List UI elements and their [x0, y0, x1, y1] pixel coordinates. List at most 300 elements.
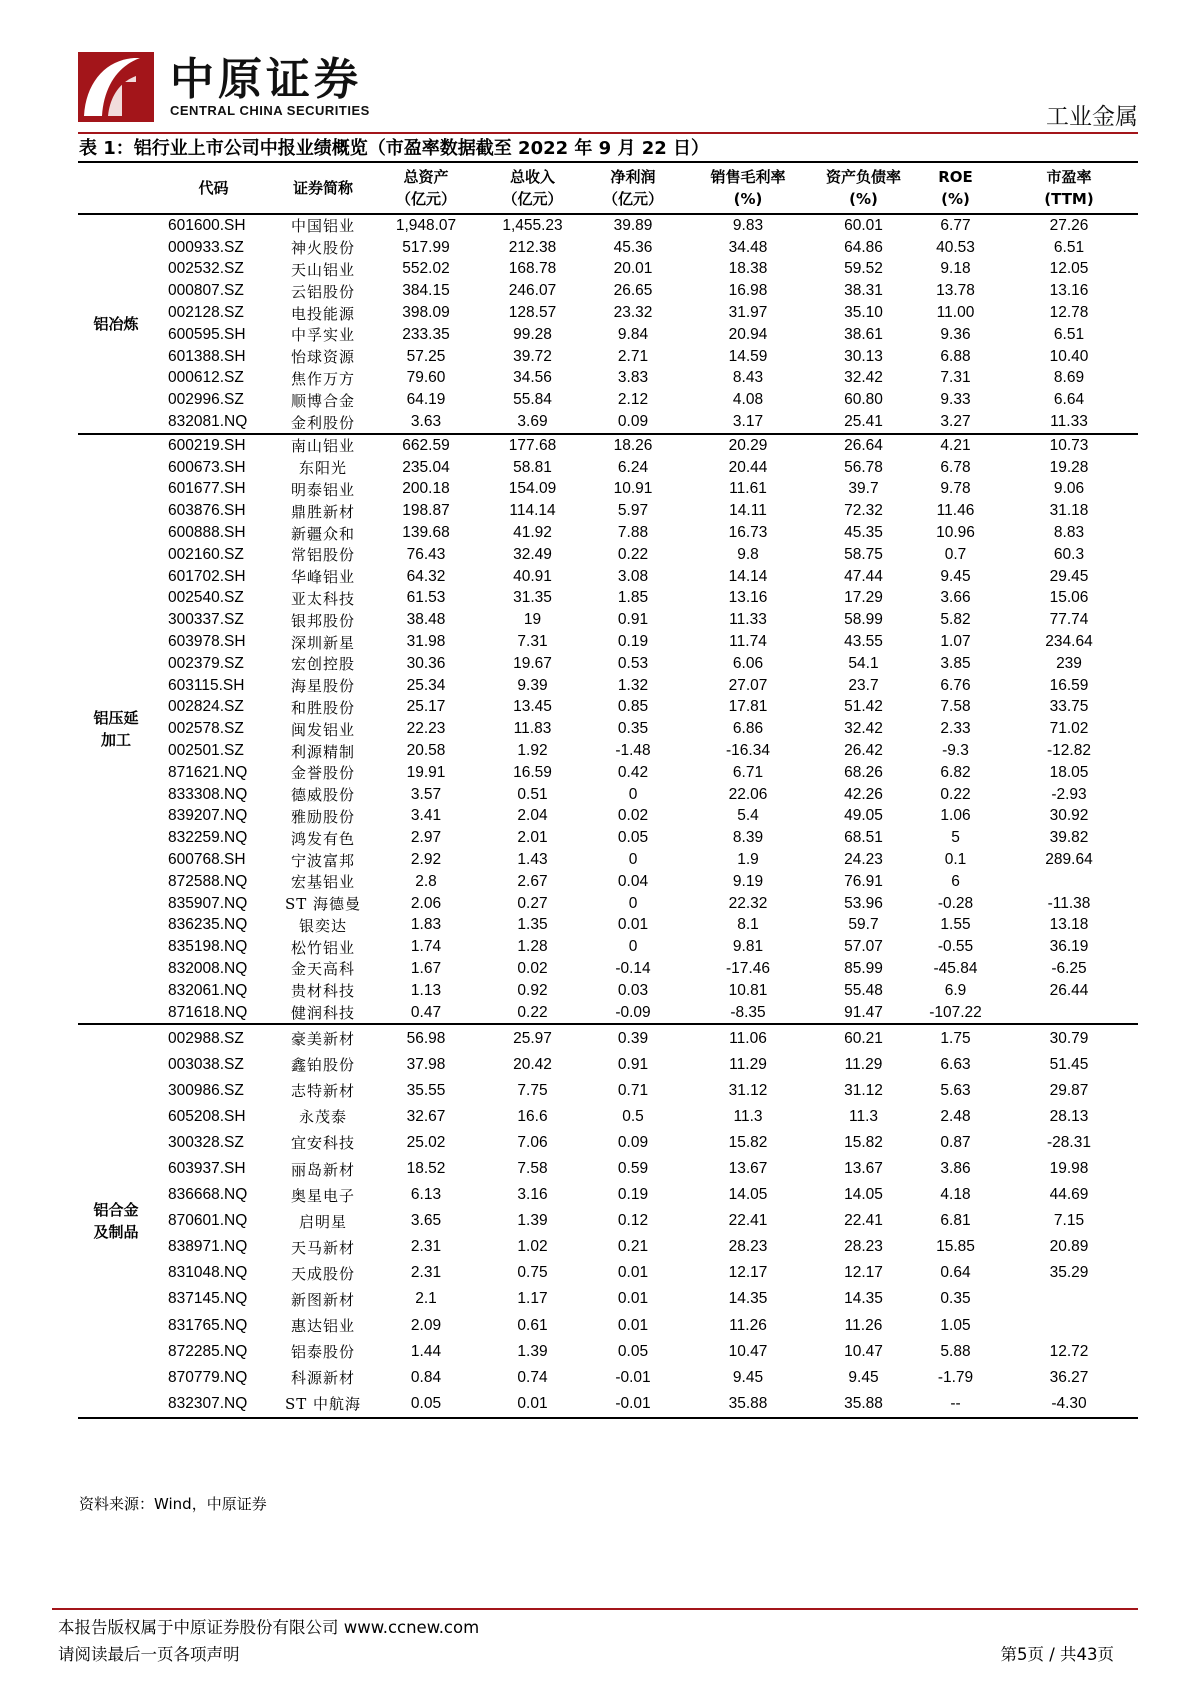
- table-row: [78, 1339, 1138, 1365]
- table-cell: 59.52: [844, 260, 883, 278]
- stock-name: 鸿发有色: [290, 829, 355, 848]
- table-cell: 11.74: [729, 633, 767, 651]
- table-cell: 9.81: [732, 938, 764, 956]
- table-cell: 2.71: [617, 347, 649, 365]
- table-cell: -45.84: [933, 959, 978, 977]
- table-row: [78, 1052, 1138, 1078]
- table-cell: 11.33: [729, 611, 767, 629]
- table-cell: 35.88: [844, 1394, 883, 1412]
- table-cell: 1.55: [940, 916, 971, 934]
- table-cell: 17.81: [728, 698, 768, 716]
- table-cell: 55.84: [513, 391, 552, 409]
- table-cell: [1000, 1313, 1138, 1339]
- source-note: 资料来源：Wind，中原证券: [79, 1495, 267, 1513]
- stock-code: 600673.SH: [168, 458, 246, 476]
- table-cell: --: [950, 1394, 961, 1412]
- table-cell: 0.53: [617, 654, 649, 672]
- table-cell: 7.58: [940, 698, 971, 716]
- table-cell: 38.31: [844, 282, 883, 300]
- table-cell: -0.14: [615, 959, 651, 977]
- table-cell: 9.45: [732, 1368, 764, 1386]
- footer-divider: [52, 1608, 1138, 1610]
- table-cell: 2.1: [415, 1290, 437, 1308]
- table-cell: 7.88: [617, 524, 649, 542]
- column-header-unit: (%): [849, 190, 878, 208]
- table-cell: 1,948.07: [395, 216, 457, 234]
- column-header-label: 销售毛利率: [710, 168, 786, 186]
- table-cell: 8.39: [732, 829, 764, 847]
- table-cell: 49.05: [844, 807, 883, 825]
- table-cell: 6.63: [940, 1055, 971, 1073]
- stock-name: 松竹铝业: [290, 938, 355, 957]
- table-cell: 61.53: [406, 589, 446, 607]
- table-cell: 0.12: [617, 1212, 649, 1230]
- table-group: [78, 434, 1138, 1025]
- stock-code: 836668.NQ: [168, 1186, 248, 1204]
- stock-code: 002532.SZ: [168, 260, 244, 278]
- table-row: [78, 259, 1138, 281]
- stock-code: 871618.NQ: [168, 1003, 248, 1021]
- table-cell: 6.51: [1053, 238, 1085, 256]
- table-row: [78, 237, 1138, 259]
- stock-name: 怡球资源: [290, 348, 355, 367]
- table-cell: 20.01: [613, 260, 653, 278]
- table-cell: -1.48: [615, 742, 651, 760]
- table-cell: 0.92: [517, 981, 548, 999]
- table-cell: 552.02: [402, 260, 450, 278]
- stock-code: 837145.NQ: [168, 1290, 248, 1308]
- table-cell: 29.45: [1049, 567, 1089, 585]
- table-row: [78, 389, 1138, 411]
- stock-code: 300337.SZ: [168, 611, 244, 629]
- stock-name: 金利股份: [290, 413, 355, 432]
- table-cell: 1.75: [940, 1029, 971, 1047]
- table-cell: 22.32: [728, 894, 768, 912]
- stock-code: 839207.NQ: [168, 807, 248, 825]
- stock-name: 宜安科技: [290, 1134, 355, 1153]
- stock-name: 启明星: [298, 1212, 347, 1231]
- table-cell: 30.13: [844, 347, 883, 365]
- table-cell: 2.8: [415, 872, 437, 890]
- table-cell: 36.19: [1049, 938, 1089, 956]
- table-cell: 0.74: [517, 1368, 548, 1386]
- table-cell: 32.42: [844, 369, 883, 387]
- stock-code: 872588.NQ: [168, 872, 248, 890]
- table-cell: 6.78: [940, 458, 971, 476]
- stock-code: 600768.SH: [168, 851, 246, 868]
- table-cell: 0.21: [617, 1238, 649, 1256]
- table-cell: 1.13: [410, 981, 442, 999]
- table-cell: 31.97: [728, 304, 768, 322]
- stock-code: 003038.SZ: [168, 1055, 244, 1073]
- table-cell: 6.82: [940, 763, 971, 781]
- table-cell: 11.29: [844, 1055, 883, 1073]
- stock-code: 600595.SH: [168, 325, 246, 343]
- stock-code: 871621.NQ: [168, 763, 248, 781]
- column-header: [273, 162, 373, 214]
- table-cell: 0.39: [617, 1029, 649, 1047]
- table-cell: 14.14: [728, 567, 768, 585]
- table-cell: 9.36: [940, 325, 971, 343]
- table-cell: 10.73: [1049, 436, 1089, 454]
- stock-code: 601677.SH: [168, 480, 246, 498]
- table-cell: 57.25: [406, 347, 446, 365]
- table-cell: 9.18: [940, 260, 971, 278]
- stock-name: 健润科技: [290, 1004, 355, 1023]
- table-cell: 6.76: [940, 676, 971, 694]
- table-cell: 31.12: [844, 1081, 883, 1099]
- table-row: [78, 1286, 1138, 1312]
- table-cell: 1.39: [517, 1212, 548, 1230]
- table-row: [78, 1024, 1138, 1051]
- results-table-wrapper: [78, 161, 1138, 1419]
- table-cell: 24.23: [844, 851, 883, 868]
- table-cell: 7.75: [517, 1081, 548, 1099]
- table-cell: 1.07: [940, 633, 971, 651]
- table-cell: 5.4: [737, 807, 759, 825]
- table-cell: -17.46: [726, 959, 770, 977]
- table-cell: 0.51: [517, 785, 548, 803]
- stock-name: 天马新材: [290, 1238, 355, 1257]
- table-cell: 0.09: [617, 1133, 649, 1151]
- table-cell: 9.06: [1053, 480, 1085, 498]
- stock-code: 002160.SZ: [168, 545, 244, 563]
- table-cell: 0.19: [617, 1186, 649, 1204]
- table-cell: 29.87: [1049, 1081, 1089, 1099]
- section-label: 工业金属: [1046, 104, 1138, 130]
- table-cell: 177.68: [508, 436, 557, 454]
- stock-code: 832259.NQ: [168, 829, 248, 847]
- table-cell: 200.18: [402, 480, 450, 498]
- company-logo-text: 中原证券: [170, 54, 362, 105]
- table-cell: -8.35: [730, 1003, 766, 1021]
- table-cell: 26.64: [844, 436, 883, 454]
- table-cell: 12.05: [1049, 260, 1089, 278]
- table-cell: 31.18: [1049, 502, 1089, 520]
- table-cell: 58.99: [844, 611, 883, 629]
- table-cell: 13.16: [1049, 282, 1089, 300]
- table-cell: 51.42: [844, 698, 883, 716]
- table-cell: 2.12: [617, 391, 649, 409]
- table-cell: -2.93: [1051, 785, 1087, 803]
- table-row: [78, 1130, 1138, 1156]
- table-row: [78, 893, 1138, 915]
- table-cell: 6.64: [1053, 391, 1085, 409]
- table-cell: 662.59: [402, 436, 450, 454]
- stock-name: 和胜股份: [290, 698, 355, 717]
- table-cell: 0.01: [617, 1290, 649, 1308]
- table-cell: 9.39: [517, 676, 548, 694]
- table-cell: 2.48: [940, 1107, 971, 1125]
- column-header-unit: （亿元）: [602, 190, 663, 208]
- table-cell: -28.31: [1047, 1133, 1091, 1151]
- table-cell: 3.85: [940, 654, 971, 672]
- stock-code: 603978.SH: [168, 633, 246, 651]
- disclaimer-notice: 请阅读最后一页各项声明: [58, 1645, 240, 1664]
- stock-code: 870601.NQ: [168, 1212, 248, 1230]
- table-cell: 2.04: [517, 807, 548, 825]
- table-row: [78, 1182, 1138, 1208]
- table-cell: 25.34: [406, 676, 446, 694]
- table-cell: 6.71: [732, 763, 764, 781]
- table-cell: 9.45: [940, 567, 971, 585]
- table-cell: 31.35: [513, 589, 552, 607]
- table-cell: 0.75: [517, 1264, 548, 1282]
- stock-name: 天成股份: [290, 1264, 355, 1283]
- stock-code: 833308.NQ: [168, 785, 248, 803]
- table-cell: 85.99: [844, 959, 883, 977]
- table-group: [78, 1024, 1138, 1417]
- table-cell: 517.99: [402, 238, 450, 256]
- table-cell: 15.82: [844, 1133, 883, 1151]
- company-logo-icon: [78, 52, 154, 122]
- table-cell: 0: [628, 785, 638, 803]
- table-cell: 0.91: [617, 611, 649, 629]
- table-cell: 6.86: [732, 720, 764, 738]
- table-cell: 9.45: [848, 1368, 879, 1386]
- stock-name: 鑫铂股份: [290, 1056, 355, 1075]
- stock-name: ST 中航海: [284, 1395, 362, 1414]
- table-row: [78, 827, 1138, 849]
- table-cell: 7.31: [517, 633, 548, 651]
- table-row: [78, 675, 1138, 697]
- table-cell: 0.05: [617, 829, 649, 847]
- table-cell: 60.3: [1053, 545, 1085, 563]
- table-cell: 0.35: [940, 1290, 971, 1308]
- table-cell: 64.32: [406, 567, 446, 585]
- table-cell: 233.35: [402, 325, 450, 343]
- stock-code: 000933.SZ: [168, 238, 244, 256]
- table-cell: 3.63: [410, 413, 442, 431]
- table-cell: 10.91: [613, 480, 653, 498]
- table-cell: 27.07: [728, 676, 768, 694]
- table-row: [78, 1002, 1138, 1025]
- column-header: [911, 162, 1000, 214]
- table-cell: 4.21: [940, 436, 971, 454]
- stock-name: 鼎胜新材: [290, 502, 355, 521]
- column-header: [479, 162, 586, 214]
- table-cell: 0: [628, 894, 638, 912]
- table-cell: 0.01: [517, 1394, 548, 1412]
- table-cell: 56.98: [406, 1029, 446, 1047]
- table-cell: -107.22: [929, 1003, 982, 1021]
- table-cell: 0: [628, 851, 638, 868]
- table-cell: 0.7: [944, 545, 967, 563]
- table-cell: 5.97: [617, 502, 649, 520]
- table-cell: 168.78: [508, 260, 557, 278]
- stock-code: 838971.NQ: [168, 1238, 248, 1256]
- table-cell: 76.91: [844, 872, 883, 890]
- page-header: [0, 0, 1190, 140]
- table-cell: 39.72: [513, 347, 552, 365]
- table-cell: 0.19: [617, 633, 649, 651]
- table-row: [78, 609, 1138, 631]
- table-cell: 11.26: [844, 1316, 883, 1334]
- table-cell: 2.92: [410, 851, 442, 868]
- stock-code: 002988.SZ: [168, 1029, 244, 1047]
- column-header-unit: (%): [941, 190, 970, 208]
- table-cell: 3.86: [940, 1160, 971, 1177]
- stock-name: 豪美新材: [290, 1030, 355, 1049]
- table-cell: 0.84: [410, 1368, 442, 1386]
- table-cell: 19: [523, 611, 542, 629]
- table-cell: 19.67: [513, 654, 552, 672]
- table-cell: 77.74: [1049, 611, 1089, 629]
- stock-name: 云铝股份: [290, 282, 355, 301]
- table-row: [78, 479, 1138, 501]
- table-cell: 9.19: [732, 872, 764, 890]
- table-cell: 1.06: [940, 807, 971, 825]
- table-cell: [1000, 1286, 1138, 1312]
- stock-code: 831765.NQ: [168, 1316, 248, 1334]
- table-cell: 12.78: [1049, 304, 1089, 322]
- table-cell: 13.18: [1049, 916, 1089, 934]
- table-cell: 3.41: [410, 807, 442, 825]
- stock-code: 832008.NQ: [168, 959, 248, 977]
- table-cell: 79.60: [406, 369, 446, 387]
- table-row: [78, 368, 1138, 390]
- stock-name: 焦作万方: [290, 369, 355, 388]
- table-cell: 6.88: [940, 347, 971, 365]
- stock-code: 831048.NQ: [168, 1264, 248, 1282]
- stock-code: 835198.NQ: [168, 938, 248, 956]
- table-row: [78, 631, 1138, 653]
- table-cell: 1.67: [410, 959, 442, 977]
- table-cell: 45.36: [613, 238, 653, 256]
- table-cell: 0.01: [617, 1316, 649, 1334]
- table-cell: -0.55: [937, 938, 974, 956]
- table-cell: 56.78: [844, 458, 883, 476]
- table-cell: 39.82: [1049, 829, 1089, 847]
- table-cell: 6.24: [617, 458, 649, 476]
- table-cell: 6.81: [940, 1212, 971, 1230]
- table-cell: 0.35: [617, 720, 649, 738]
- stock-name: 志特新材: [290, 1082, 355, 1101]
- stock-name: 丽岛新材: [290, 1160, 355, 1179]
- table-title: 表 1：铝行业上市公司中报业绩概览（市盈率数据截至 2022 年 9 月 22 日）: [79, 138, 710, 159]
- table-row: [78, 1208, 1138, 1234]
- stock-code: 000612.SZ: [168, 369, 244, 387]
- table-cell: -6.25: [1051, 959, 1087, 977]
- stock-code: 002379.SZ: [168, 654, 244, 672]
- table-cell: 0.01: [617, 916, 649, 934]
- column-header: [586, 162, 680, 214]
- table-cell: 1.44: [410, 1342, 442, 1360]
- header-row: [78, 162, 1138, 214]
- stock-code: 832061.NQ: [168, 981, 248, 999]
- table-cell: 42.26: [844, 785, 883, 803]
- stock-code: 870779.NQ: [168, 1368, 248, 1386]
- table-cell: 3.69: [517, 413, 548, 431]
- stock-name: 宏基铝业: [290, 873, 355, 892]
- company-logo-english: CENTRAL CHINA SECURITIES: [170, 103, 370, 118]
- table-cell: 58.81: [513, 458, 552, 476]
- table-row: [78, 871, 1138, 893]
- stock-name: 华峰铝业: [290, 568, 355, 587]
- table-row: [78, 1260, 1138, 1286]
- category-label: 铝合金 及制品: [93, 1201, 139, 1242]
- table-cell: 47.44: [844, 567, 883, 585]
- table-cell: 25.17: [406, 698, 446, 716]
- table-cell: -1.79: [937, 1368, 974, 1386]
- table-cell: 9.78: [940, 480, 971, 498]
- table-cell: 2.67: [517, 872, 548, 890]
- table-cell: 53.96: [844, 894, 883, 912]
- table-cell: 19.28: [1049, 458, 1089, 476]
- table-cell: 11.46: [936, 502, 975, 520]
- table-row: [78, 346, 1138, 368]
- stock-name: 海星股份: [290, 677, 355, 696]
- column-header-label: 总资产: [403, 168, 449, 186]
- table-cell: 41.92: [513, 524, 552, 542]
- header-divider: [78, 132, 1138, 134]
- column-header-label: 代码: [198, 179, 229, 197]
- table-cell: 55.48: [844, 981, 883, 999]
- table-cell: -11.38: [1047, 894, 1091, 912]
- table-cell: 239: [1056, 654, 1082, 672]
- stock-name: 金天高科: [290, 960, 355, 979]
- stock-name: 银邦股份: [290, 611, 355, 630]
- table-cell: 0.05: [617, 1342, 649, 1360]
- table-cell: -12.82: [1047, 742, 1091, 760]
- table-cell: 8.43: [732, 369, 764, 387]
- table-group: [78, 214, 1138, 434]
- table-cell: 3.66: [940, 589, 971, 607]
- stock-name: 明泰铝业: [290, 480, 355, 499]
- column-header: [680, 162, 816, 214]
- table-cell: 0.1: [944, 851, 967, 868]
- table-cell: 0.42: [617, 763, 649, 781]
- table-cell: 32.67: [406, 1107, 446, 1125]
- table-row: [78, 1313, 1138, 1339]
- table-cell: 289.64: [1045, 851, 1093, 868]
- table-cell: 0.91: [617, 1055, 649, 1073]
- table-cell: 13.16: [728, 589, 768, 607]
- table-cell: 0.05: [410, 1394, 442, 1412]
- table-cell: 25.02: [406, 1133, 446, 1151]
- table-cell: 1.43: [517, 851, 548, 868]
- table-row: [78, 915, 1138, 937]
- stock-code: 605208.SH: [168, 1107, 246, 1125]
- table-row: [78, 740, 1138, 762]
- table-cell: 6.13: [410, 1186, 442, 1204]
- table-row: [78, 522, 1138, 544]
- table-row: [78, 958, 1138, 980]
- table-cell: 1.17: [517, 1290, 548, 1308]
- column-header: [154, 162, 273, 214]
- table-cell: 1.85: [617, 589, 649, 607]
- table-cell: 22.41: [728, 1212, 768, 1230]
- category-label: 铝压延 加工: [93, 709, 139, 750]
- table-cell: 20.89: [1049, 1238, 1089, 1256]
- table-cell: 64.86: [844, 238, 883, 256]
- table-cell: 30.36: [406, 654, 446, 672]
- table-cell: 10.47: [728, 1342, 768, 1360]
- stock-name: 奥星电子: [290, 1186, 355, 1205]
- stock-code: 002540.SZ: [168, 589, 244, 607]
- table-cell: 15.06: [1049, 589, 1089, 607]
- table-cell: 30.92: [1049, 807, 1089, 825]
- table-cell: 32.42: [844, 720, 883, 738]
- table-cell: 1.9: [737, 851, 759, 868]
- table-cell: 68.51: [844, 829, 883, 847]
- table-cell: 10.96: [936, 524, 975, 542]
- stock-name: 常铝股份: [290, 546, 355, 565]
- table-cell: 68.26: [844, 763, 883, 781]
- table-cell: 11.06: [729, 1029, 767, 1047]
- table-cell: 0.47: [410, 1003, 442, 1021]
- stock-name: 贵材科技: [290, 982, 355, 1001]
